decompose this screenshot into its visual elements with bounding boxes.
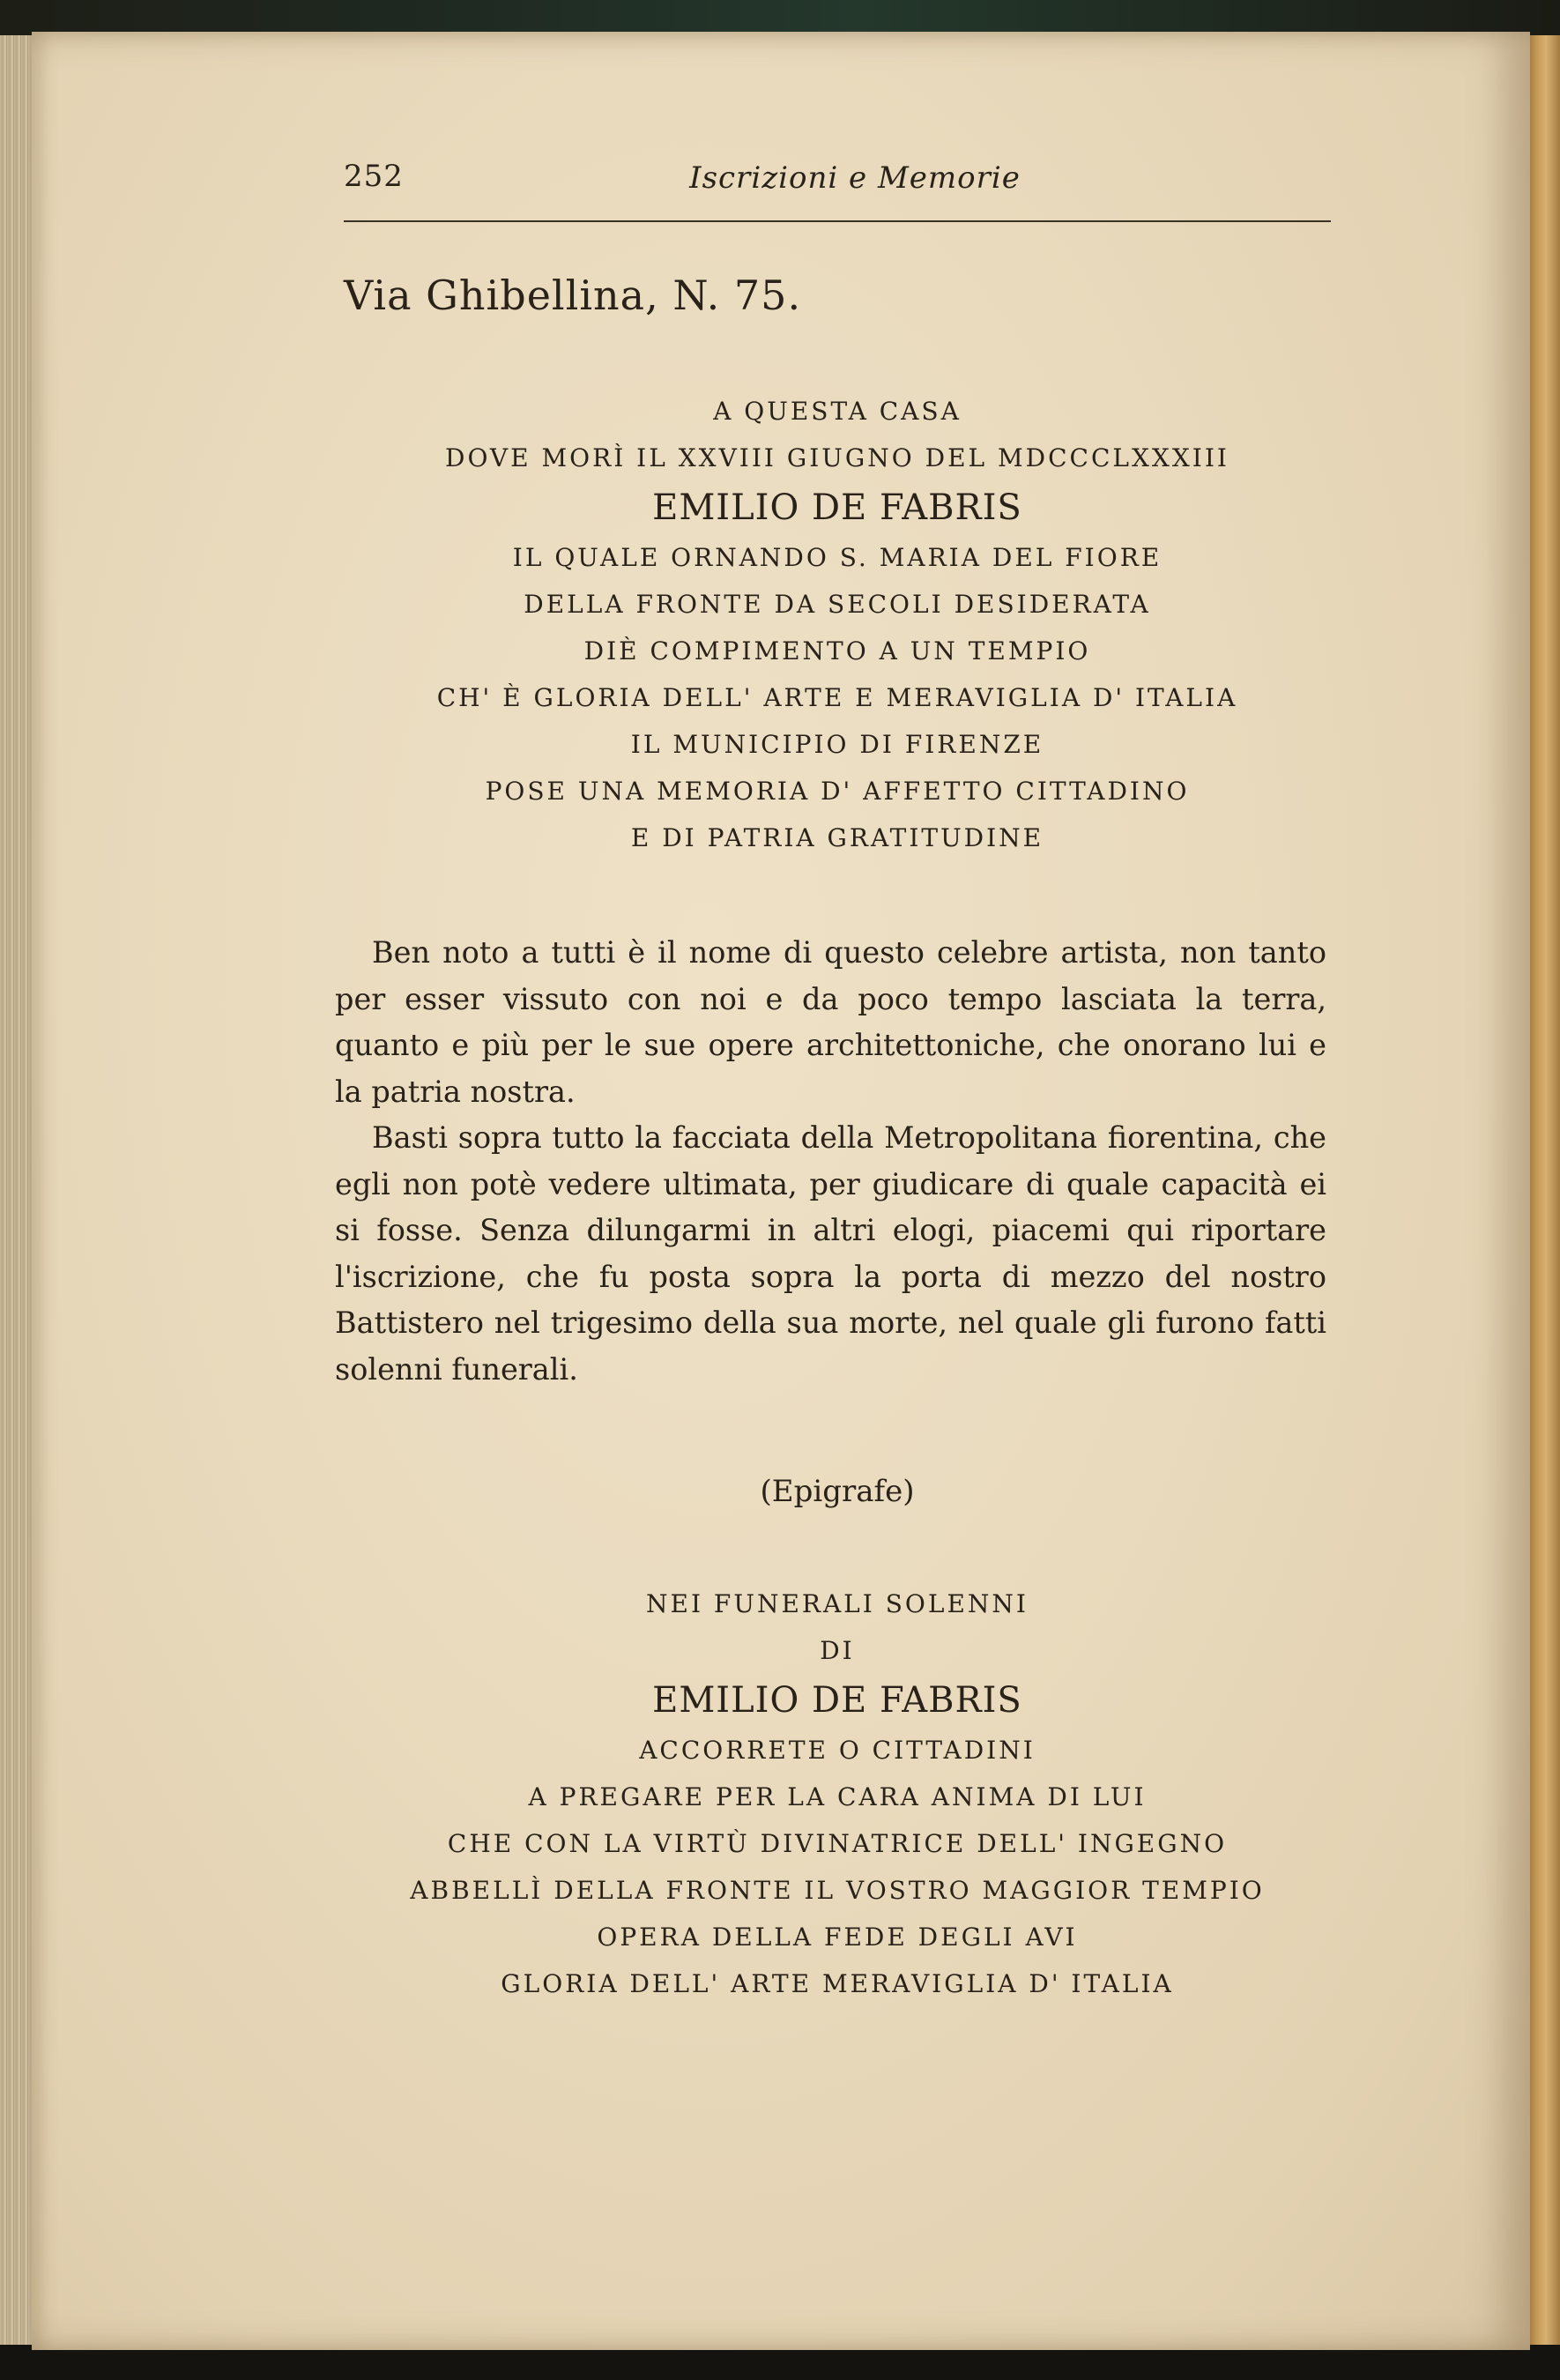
page-number: 252 — [344, 159, 404, 194]
inscription-line: OPERA DELLA FEDE DEGLI AVI — [597, 1923, 1078, 1952]
inscription-memorial-plaque — [344, 388, 1331, 861]
section-heading: Via Ghibellina, N. 75. — [344, 271, 802, 319]
inscription-line: POSE UNA MEMORIA D' AFFETTO CITTADINO — [485, 777, 1190, 806]
inscription-name-line: EMILIO DE FABRIS — [652, 1680, 1022, 1721]
page-stack-edges — [0, 35, 35, 2354]
inscription-line: DI — [820, 1636, 855, 1665]
scan-top-border — [0, 0, 1560, 35]
inscription-line: E DI PATRIA GRATITUDINE — [630, 823, 1044, 852]
body-text — [335, 930, 1326, 1393]
epigrafe-label: (Epigrafe) — [760, 1474, 915, 1509]
running-head — [344, 159, 1331, 197]
inscription-line: A PREGARE PER LA CARA ANIMA DI LUI — [528, 1782, 1147, 1811]
running-title: Iscrizioni e Memorie — [689, 160, 1021, 196]
inscription-line: IL MUNICIPIO DI FIRENZE — [630, 730, 1044, 759]
inscription-line: IL QUALE ORNANDO S. MARIA DEL FIORE — [512, 543, 1163, 572]
inscription-line: GLORIA DELL' ARTE MERAVIGLIA D' ITALIA — [501, 1969, 1174, 1998]
inscription-line: DIÈ COMPIMENTO A UN TEMPIO — [583, 636, 1091, 666]
inscription-name-line: EMILIO DE FABRIS — [652, 487, 1022, 528]
inscription-line: A QUESTA CASA — [713, 397, 962, 426]
scan-bottom-border — [0, 2345, 1560, 2380]
inscription-line: DOVE MORÌ IL XXVIII GIUGNO DEL MDCCCLXXXIII — [445, 443, 1229, 472]
book-spine-edge — [1525, 35, 1560, 2354]
inscription-line: ABBELLÌ DELLA FRONTE IL VOSTRO MAGGIOR TEMPIO — [410, 1876, 1265, 1905]
paragraph: Ben noto a tutti è il nome di questo celebre artista, non tanto per esser vissuto con noi e da poco tempo lasciata la terra, quanto e più per le sue opere architettoniche, che onorano lui e la patria nostra. — [335, 935, 1326, 1109]
header-rule — [344, 220, 1331, 222]
inscription-line: CHE CON LA VIRTÙ DIVINATRICE DELL' INGEGNO — [447, 1829, 1228, 1858]
paragraph: Basti sopra tutto la facciata della Metropolitana fiorentina, che egli non potè vedere ultimata, per giudicare di quale capacità ei si fosse. Senza dilungarmi in altri elogi, piacemi qui riportare l'iscrizione, che fu posta sopra la porta di mezzo del nostro Battistero nel trigesimo della sua morte, nel quale gli furono fatti solenni funerali. — [335, 1120, 1326, 1387]
inscription-line: NEI FUNERALI SOLENNI — [646, 1589, 1029, 1618]
inscription-line: ACCORRETE O CITTADINI — [639, 1736, 1036, 1765]
inscription-epitaph — [344, 1580, 1331, 2007]
inscription-line: CH' È GLORIA DELL' ARTE E MERAVIGLIA D' ITALIA — [436, 683, 1238, 712]
inscription-line: DELLA FRONTE DA SECOLI DESIDERATA — [524, 590, 1151, 619]
